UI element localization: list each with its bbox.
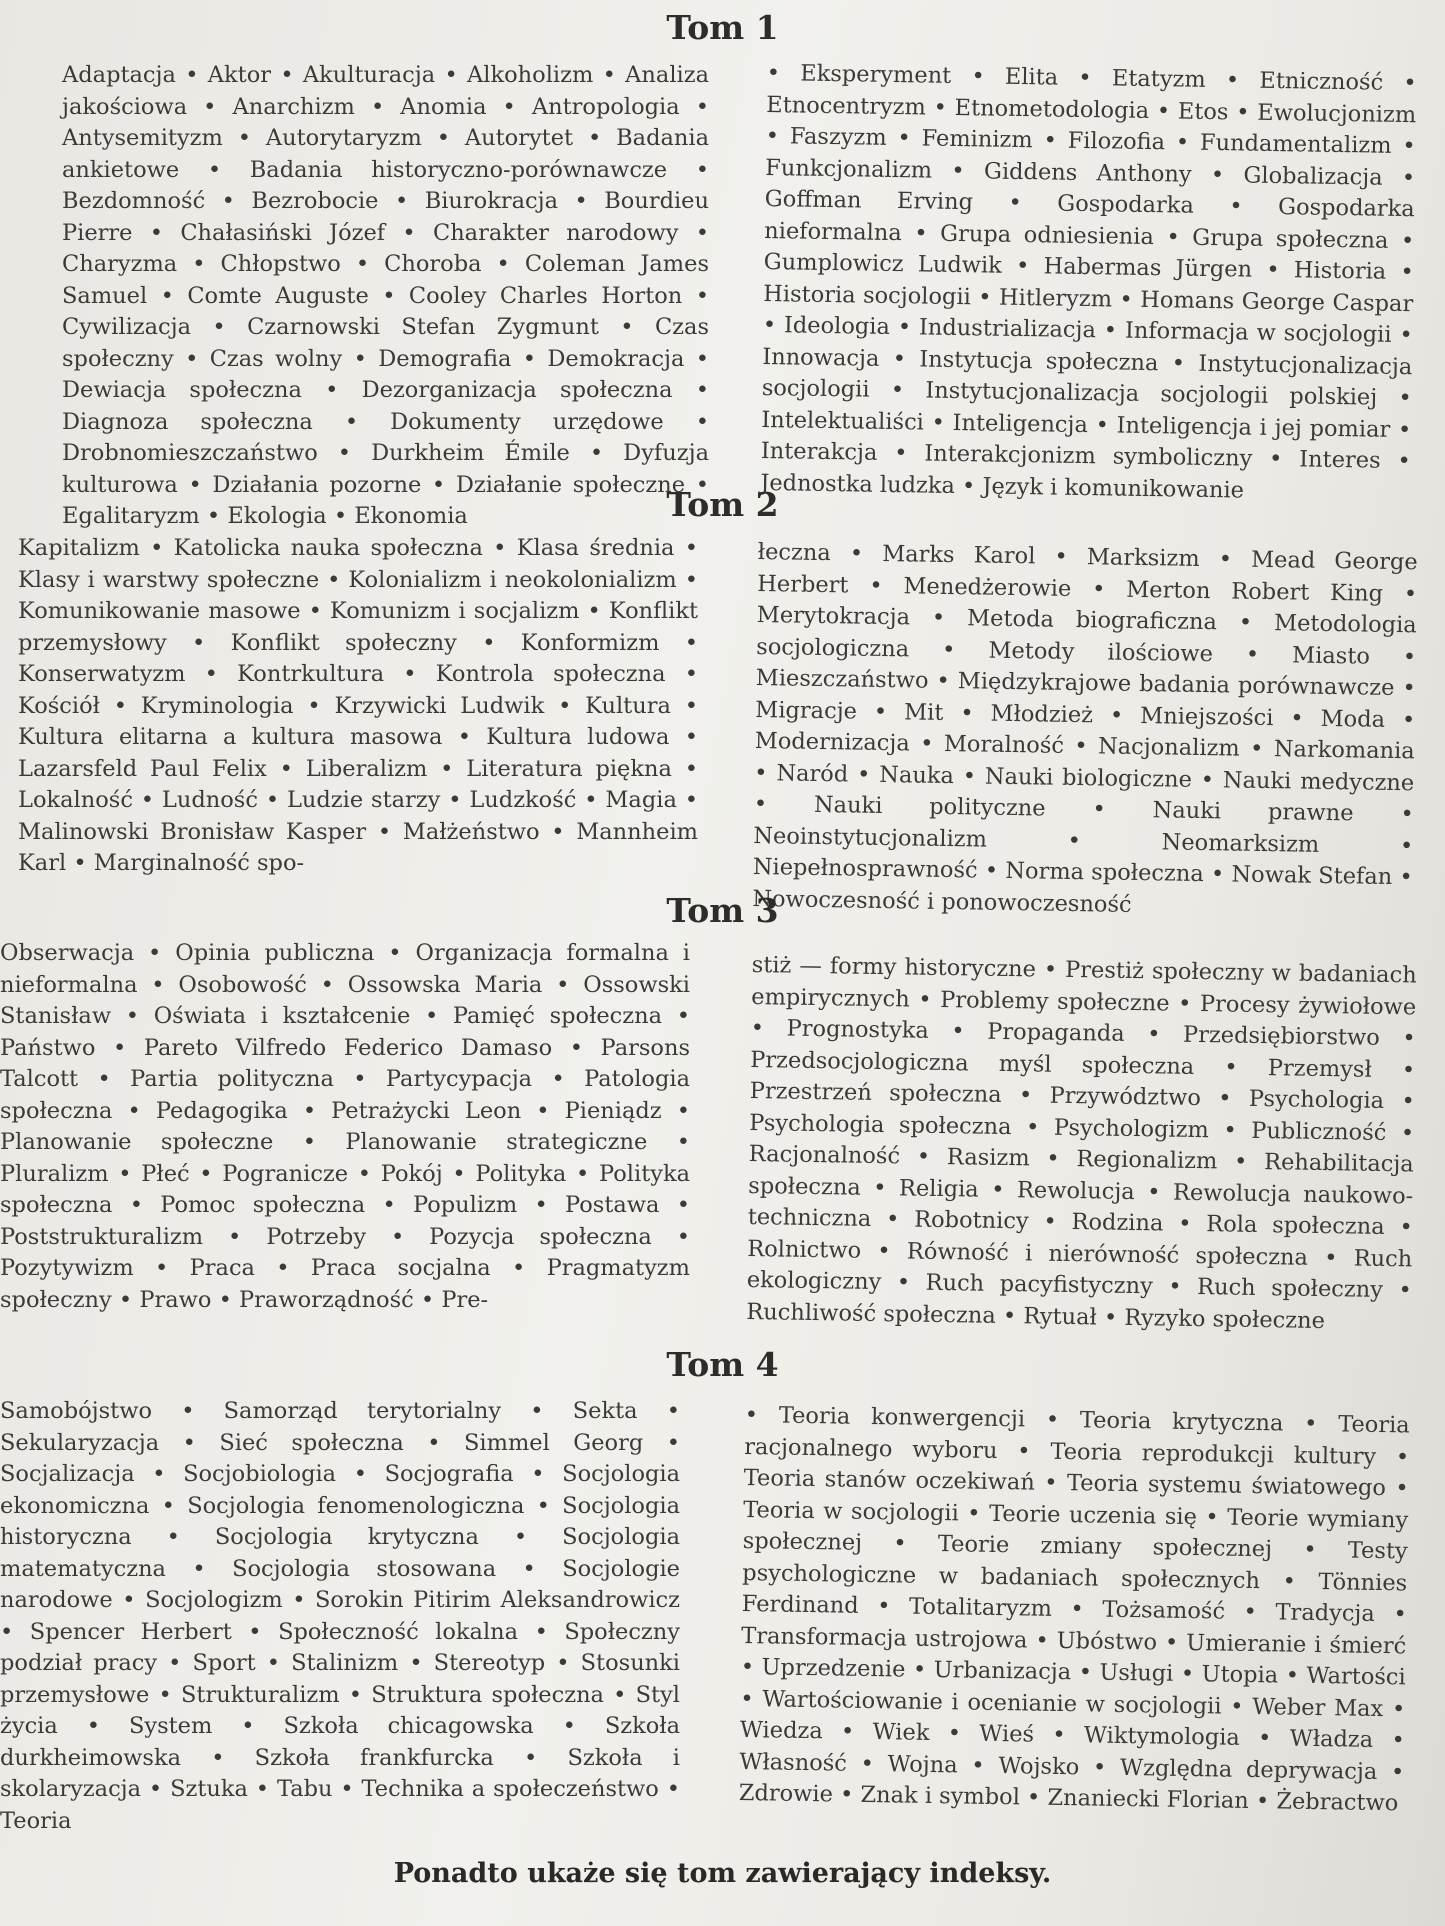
volume-1-heading: Tom 1: [666, 8, 779, 47]
volume-4-heading: Tom 4: [666, 1345, 779, 1384]
volume-1-entries-left: Adaptacja • Aktor • Akulturacja • Alkoholizm • Analiza jakościowa • Anarchizm • Anomia • Antropologia • Antysemityzm • Autorytaryzm • Autorytet • Badania ankietowe • Badania historyczno-porównawcze • Bezdomność • Bezrobocie • Biurokracja • Bourdieu Pierre • Chałasiński Józef • Charakter narodowy • Charyzma • Chłopstwo • Choroba • Coleman James Samuel • Comte Auguste • Cooley Charles Horton • Cywilizacja • Czarnowski Stefan Zygmunt • Czas społeczny • Czas wolny • Demografia • Demokracja • Dewiacja społeczna • Dezorganizacja społeczna • Diagnoza społeczna • Dokumenty urzędowe • Drobnomieszczaństwo • Durkheim Émile • Dyfuzja kulturowa • Działania pozorne • Działanie społeczne • Egalitaryzm • Ekologia • Ekonomia: [62, 62, 709, 529]
volume-2-entries-left: Kapitalizm • Katolicka nauka społeczna • Klasa średnia • Klasy i warstwy społeczne • Kolonializm i neokolonializm • Komunikowanie masowe • Komunizm i socjalizm • Konflikt przemysłowy • Konflikt społeczny • Konformizm • Konserwatyzm • Kontrkultura • Kontrola społeczna • Kościół • Kryminologia • Krzywicki Ludwik • Kultura • Kultura elitarna a kultura masowa • Kultura ludowa • Lazarsfeld Paul Felix • Liberalizm • Literatura piękna • Lokalność • Ludność • Ludzie starzy • Ludzkość • Magia • Malinowski Bronisław Kasper • Małżeństwo • Mannheim Karl • Marginalność spo-: [18, 535, 698, 876]
volume-2-entries-right: łeczna • Marks Karol • Marksizm • Mead George Herbert • Menedżerowie • Merton Robert King • Merytokracja • Metoda biograficzna • Metodologia socjologiczna • Metody ilościowe • Miasto • Mieszczaństwo • Międzykrajowe badania porównawcze • Migracje • Mit • Młodzież • Mniejszości • Moda • Modernizacja • Moralność • Nacjonalizm • Narkomania • Naród • Nauka • Nauki biologiczne • Nauki medyczne • Nauki polityczne • Nauki prawne • Neoinstytucjonalizm • Neomarksizm • Niepełnosprawność • Norma społeczna • Nowak Stefan • Nowoczesność i ponowoczesność: [752, 538, 1418, 918]
volume-4-entries-left: Samobójstwo • Samorząd terytorialny • Sekta • Sekularyzacja • Sieć społeczna • Simmel Georg • Socjalizacja • Socjobiologia • Socjografia • Socjologia ekonomiczna • Socjologia fenomenologiczna • Socjologia historyczna • Socjologia krytyczna • Socjologia matematyczna • Socjologia stosowana • Socjologie narodowe • Socjologizm • Sorokin Pitirim Aleksandrowicz • Spencer Herbert • Społeczność lokalna • Społeczny podział pracy • Sport • Stalinizm • Stereotyp • Stosunki przemysłowe • Strukturalizm • Struktura społeczna • Styl życia • System • Szkoła chicagowska • Szkoła durkheimowska • Szkoła frankfurcka • Szkoła i skolaryzacja • Sztuka • Tabu • Technika a społeczeństwo • Teoria: [0, 1398, 680, 1834]
volume-1-entries-right: • Eksperyment • Elita • Etatyzm • Etniczność • Etnocentryzm • Etnometodologia • Etos • Ewolucjonizm • Faszyzm • Feminizm • Filozofia • Fundamentalizm • Funkcjonalizm • Giddens Anthony • Globalizacja • Goffman Erving • Gospodarka • Gospodarka nieformalna • Grupa odniesienia • Grupa społeczna • Gumplowicz Ludwik • Habermas Jürgen • Historia • Historia socjologii • Hitleryzm • Homans George Caspar • Ideologia • Industrializacja • Informacja w socjologii • Innowacja • Instytucja społeczna • Instytucjonalizacja socjologii • Instytucjonalizacja socjologii polskiej • Intelektualiści • Inteligencja • Inteligencja i jej pomiar • Interakcja • Interakcjonizm symboliczny • Interes • Jednostka ludzka • Język i komunikowanie: [760, 59, 1417, 504]
volume-2-heading: Tom 2: [666, 485, 779, 524]
volume-4-entries-right: • Teoria konwergencji • Teoria krytyczna • Teoria racjonalnego wyboru • Teoria reprodukcji kultury • Teoria stanów oczekiwań • Teoria systemu światowego • Teoria w socjologii • Teorie uczenia się • Teorie wymiany społecznej • Teorie zmiany społecznej • Testy psychologiczne w badaniach społecznych • Tönnies Ferdinand • Totalitaryzm • Tożsamość • Tradycja • Transformacja ustrojowa • Ubóstwo • Umieranie i śmierć • Uprzedzenie • Urbanizacja • Usługi • Utopia • Wartości • Wartościowanie i ocenianie w socjologii • Weber Max • Wiedza • Wiek • Wieś • Wiktymologia • Władza • Własność • Wojna • Wojsko • Względna deprywacja • Zdrowie • Znak i symbol • Znaniecki Florian • Żebractwo: [738, 1401, 1410, 1817]
volume-3-heading: Tom 3: [666, 891, 779, 930]
footer-note: Ponadto ukaże się tom zawierający indeksy.: [393, 1858, 1052, 1889]
volume-3-entries-right: stiż — formy historyczne • Prestiż społeczny w badaniach empirycznych • Problemy społeczne • Procesy żywiołowe • Prognostyka • Propaganda • Przedsiębiorstwo • Przedsocjologiczna myśl społeczna • Przemysł • Przestrzeń społeczna • Przywództwo • Psychologia • Psychologia społeczna • Psychologizm • Publiczność • Racjonalność • Rasizm • Regionalizm • Rehabilitacja społeczna • Religia • Rewolucja • Rewolucja naukowo-techniczna • Robotnicy • Rodzina • Rola społeczna • Rolnictwo • Równość i nierówność społeczna • Ruch ekologiczny • Ruch pacyfistyczny • Ruch społeczny • Ruchliwość społeczna • Rytuał • Ryzyko społeczne: [746, 951, 1417, 1334]
volume-3-entries-left: Obserwacja • Opinia publiczna • Organizacja formalna i nieformalna • Osobowość • Ossowska Maria • Ossowski Stanisław • Oświata i kształcenie • Pamięć społeczna • Państwo • Pareto Vilfredo Federico Damaso • Parsons Talcott • Partia polityczna • Partycypacja • Patologia społeczna • Pedagogika • Petrażycki Leon • Pieniądz • Planowanie społeczne • Planowanie strategiczne • Pluralizm • Płeć • Pogranicze • Pokój • Polityka • Polityka społeczna • Pomoc społeczna • Populizm • Postawa • Poststrukturalizm • Potrzeby • Pozycja społeczna • Pozytywizm • Praca • Praca socjalna • Pragmatyzm społeczny • Prawo • Praworządność • Pre-: [0, 940, 690, 1313]
